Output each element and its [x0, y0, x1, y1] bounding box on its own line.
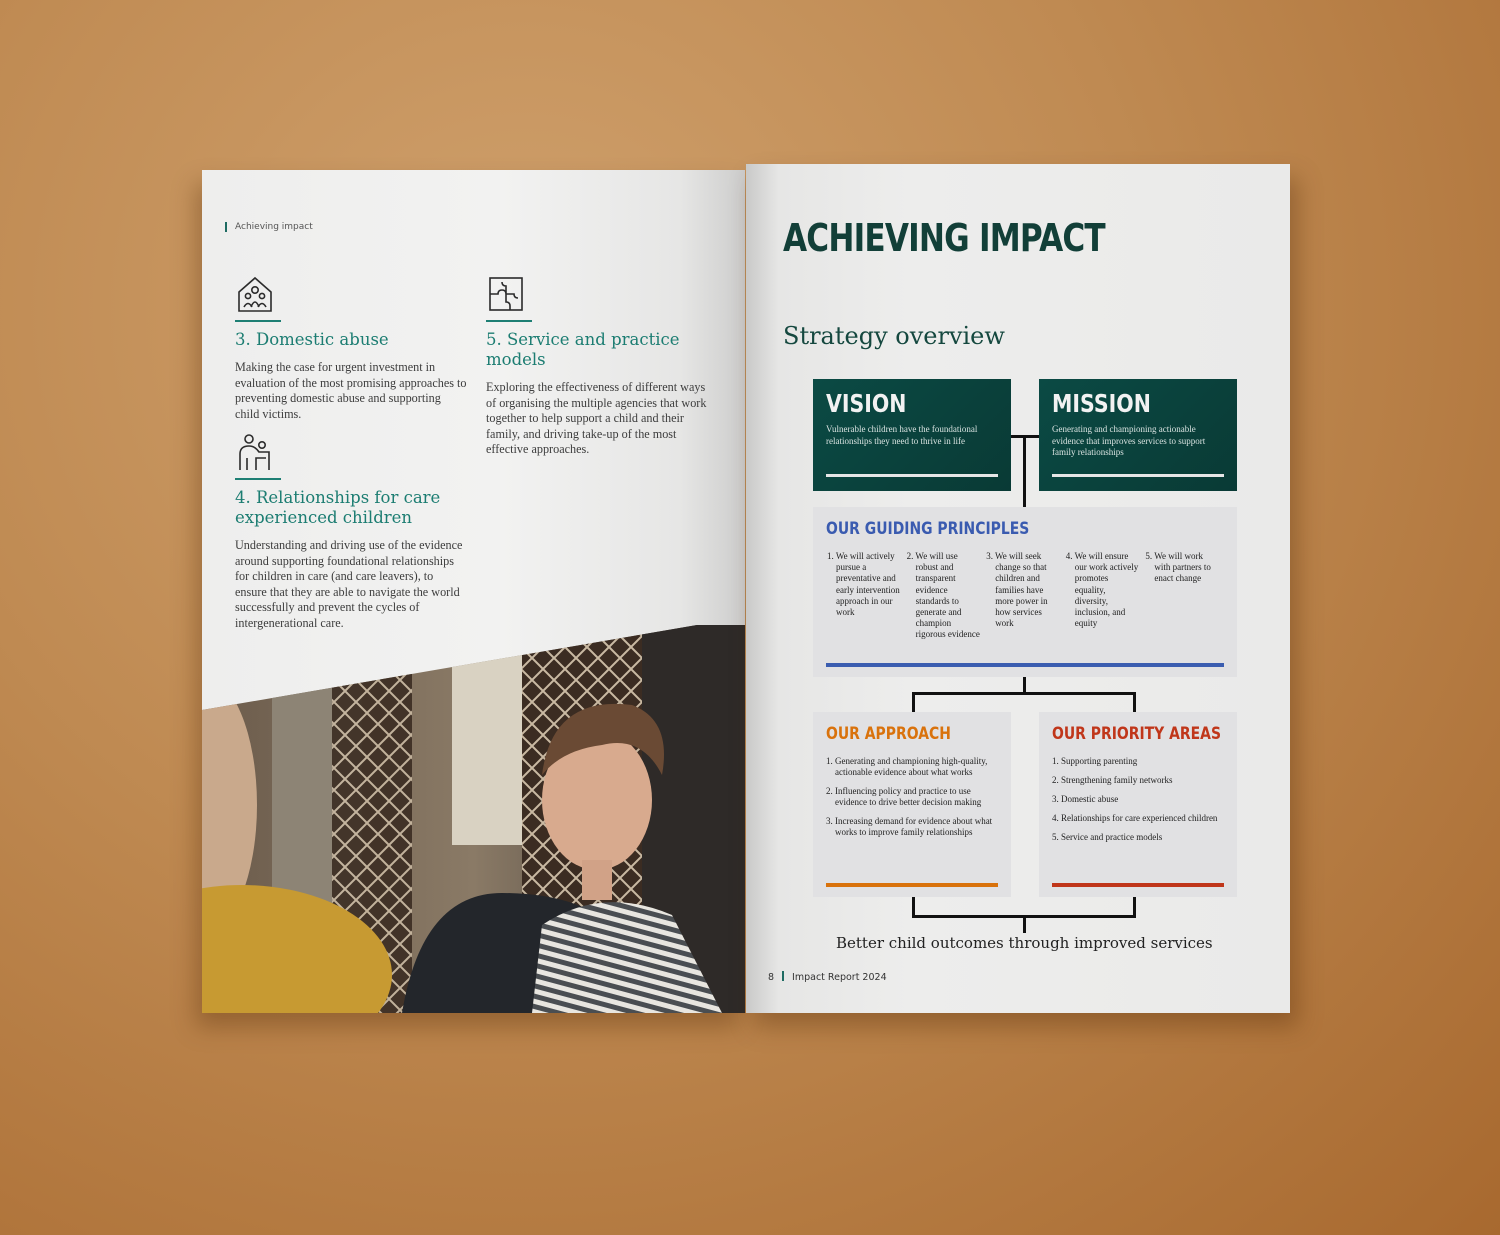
approach-box: [813, 712, 1011, 897]
approach-item: 2. Influencing policy and practice to use evidence to drive better decision making: [826, 786, 982, 807]
mission-title: MISSION: [1052, 389, 1151, 418]
vision-rule: [826, 474, 998, 477]
topic-rule: [235, 478, 281, 480]
guiding-principles-box: [813, 507, 1237, 677]
running-head: Achieving impact: [235, 222, 313, 232]
priority-item: 4. Relationships for care experienced children: [1052, 813, 1218, 823]
priority-item: 5. Service and practice models: [1052, 832, 1163, 842]
puzzle-icon: [486, 274, 532, 320]
principle-item: 1. We will actively pursue a preventative and early intervention approach in our work: [827, 551, 900, 618]
connector: [1133, 897, 1136, 917]
principle-item: 4. We will ensure our work actively promotes equality, diversity, inclusion, and equity: [1065, 551, 1139, 629]
topic-relationships-care: [235, 432, 475, 631]
page-footer: [768, 971, 887, 983]
page-number: 8: [768, 972, 775, 983]
principles-list: [826, 551, 1224, 641]
principle-item: 2. We will use robust and transparent evidence standards to generate and champion rigorous evidence: [906, 551, 980, 640]
topic-title: 3. Domestic abuse: [235, 330, 389, 349]
approach-item: 3. Increasing demand for evidence about what works to improve family relationships: [826, 816, 993, 837]
connector: [912, 692, 1136, 695]
outcome-statement: Better child outcomes through improved services: [836, 934, 1213, 952]
connector: [1133, 692, 1136, 712]
page-title: ACHIEVING IMPACT: [783, 216, 1105, 260]
principle-item: 5. We will work with partners to enact change: [1145, 551, 1211, 584]
priority-item: 2. Strengthening family networks: [1052, 775, 1173, 785]
priority-areas-box: [1039, 712, 1237, 897]
family-home-icon: [235, 274, 281, 320]
page-subtitle: Strategy overview: [783, 322, 1005, 350]
topic-body: Making the case for urgent investment in evaluation of the most promising approaches to preventing domestic abuse and supporting child victims.: [235, 360, 467, 421]
vision-box: [813, 379, 1011, 491]
topic-body: Exploring the effectiveness of different ways of organising the multiple agencies that work together to help support a child and their family, and driving take-up of the most effective approaches.: [486, 380, 707, 456]
connector: [1023, 915, 1026, 933]
topic-title: 4. Relationships for care experienced children: [235, 488, 441, 527]
connector: [912, 692, 915, 712]
report-label: Impact Report 2024: [792, 972, 887, 983]
topic-body: Understanding and driving use of the evidence around supporting foundational relationships for children in care (and care leavers), to ensure that they are able to navigate the world successfully and prevent the cycles of intergenerational care.: [235, 538, 463, 630]
topic-rule: [486, 320, 532, 322]
mission-rule: [1052, 474, 1224, 477]
principles-rule: [826, 663, 1224, 667]
vision-text: Vulnerable children have the foundational relationships they need to thrive in life: [826, 424, 978, 446]
approach-list: [826, 756, 998, 838]
mission-text: Generating and championing actionable evidence that improves services to support family relationships: [1052, 424, 1206, 457]
priority-list: [1052, 756, 1224, 843]
connector: [1023, 437, 1026, 507]
vision-title: VISION: [826, 389, 907, 418]
footer-bar: [782, 971, 784, 981]
photo-teen-boy: [202, 625, 745, 1013]
mission-box: [1039, 379, 1237, 491]
topic-rule: [235, 320, 281, 322]
approach-title: OUR APPROACH: [826, 724, 951, 744]
left-page: [202, 170, 745, 1013]
principles-title: OUR GUIDING PRINCIPLES: [826, 519, 1030, 539]
right-page: [746, 164, 1290, 1013]
priority-item: 3. Domestic abuse: [1052, 794, 1119, 804]
approach-item: 1. Generating and championing high-quality, actionable evidence about what works: [826, 756, 988, 777]
priority-title: OUR PRIORITY AREAS: [1052, 724, 1221, 744]
topic-title: 5. Service and practice models: [486, 330, 680, 369]
topic-service-models: [486, 274, 726, 458]
approach-rule: [826, 883, 998, 887]
connector: [912, 897, 915, 917]
priority-item: 1. Supporting parenting: [1052, 756, 1138, 766]
principle-item: 3. We will seek change so that children and families have more power in how services work: [986, 551, 1048, 629]
priority-rule: [1052, 883, 1224, 887]
parent-child-icon: [235, 432, 281, 478]
topic-domestic-abuse: [235, 274, 475, 422]
